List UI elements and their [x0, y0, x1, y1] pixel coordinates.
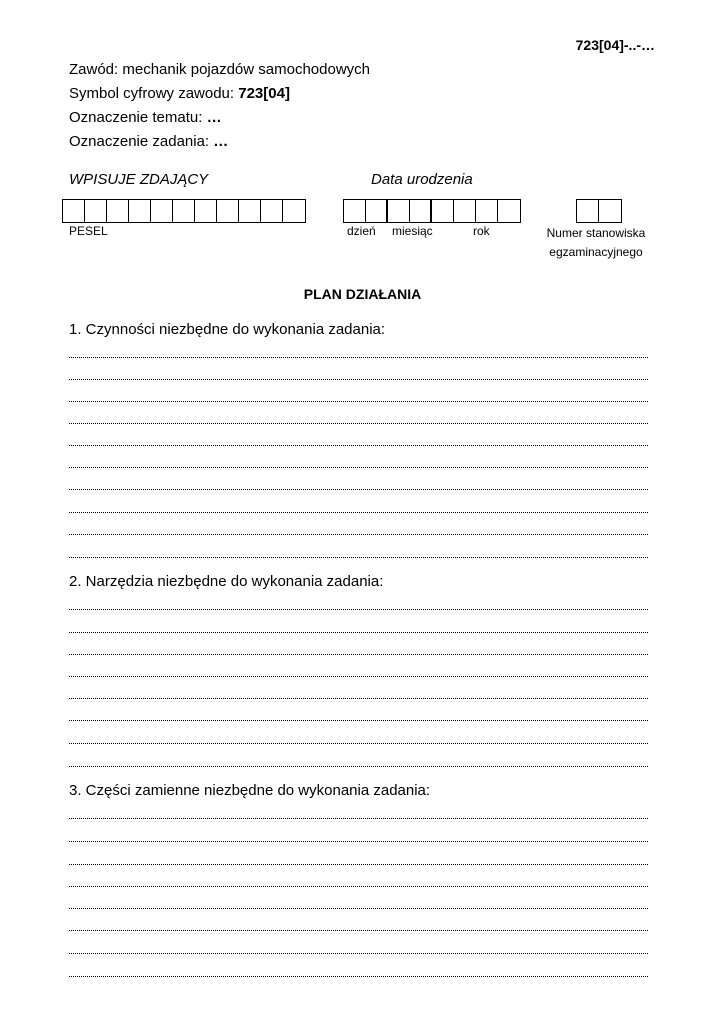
year-digit-box[interactable]	[476, 200, 498, 222]
pesel-digit-box[interactable]	[195, 200, 217, 222]
pesel-digit-box[interactable]	[151, 200, 173, 222]
station-label	[538, 224, 654, 262]
symbol-value: 723[04]	[238, 85, 290, 102]
symbol-line	[69, 84, 290, 104]
answer-line[interactable]	[69, 467, 648, 468]
answer-line[interactable]	[69, 766, 648, 767]
station-digit-box[interactable]	[599, 200, 621, 222]
dob-field[interactable]	[343, 199, 521, 223]
answer-line[interactable]	[69, 841, 648, 842]
answer-line[interactable]	[69, 976, 648, 977]
profession-value: mechanik pojazdów samochodowych	[122, 61, 370, 78]
month-label: miesiąc	[392, 224, 433, 238]
pesel-digit-box[interactable]	[261, 200, 283, 222]
pesel-digit-box[interactable]	[129, 200, 151, 222]
pesel-field[interactable]	[62, 199, 306, 223]
profession-label: Zawód:	[69, 61, 123, 78]
symbol-label: Symbol cyfrowy zawodu:	[69, 85, 239, 102]
section-3-heading: 3. Części zamienne niezbędne do wykonania zadania:	[69, 782, 431, 799]
pesel-digit-box[interactable]	[283, 200, 305, 222]
answer-line[interactable]	[69, 654, 648, 655]
answer-line[interactable]	[69, 357, 648, 358]
year-digit-box[interactable]	[454, 200, 476, 222]
answer-line[interactable]	[69, 632, 648, 633]
year-digit-box[interactable]	[432, 200, 454, 222]
answer-line[interactable]	[69, 953, 648, 954]
topic-label: Oznaczenie tematu:	[69, 109, 207, 126]
document-code: 723[04]-..-…	[575, 37, 655, 53]
answer-line[interactable]	[69, 864, 648, 865]
answer-line[interactable]	[69, 512, 648, 513]
section-1-heading: 1. Czynności niezbędne do wykonania zadania:	[69, 321, 386, 338]
answer-line[interactable]	[69, 720, 648, 721]
answer-line[interactable]	[69, 557, 648, 558]
answer-line[interactable]	[69, 930, 648, 931]
answer-line[interactable]	[69, 379, 648, 380]
fill-in-heading: WPISUJE ZDAJĄCY	[69, 171, 209, 188]
pesel-digit-box[interactable]	[85, 200, 107, 222]
year-label: rok	[473, 224, 490, 238]
answer-line[interactable]	[69, 489, 648, 490]
plan-title: PLAN DZIAŁANIA	[303, 286, 422, 302]
answer-line[interactable]	[69, 676, 648, 677]
pesel-digit-box[interactable]	[63, 200, 85, 222]
station-digit-box[interactable]	[577, 200, 599, 222]
month-digit-box[interactable]	[388, 200, 410, 222]
pesel-digit-box[interactable]	[217, 200, 239, 222]
answer-line[interactable]	[69, 818, 648, 819]
answer-line[interactable]	[69, 698, 648, 699]
day-digit-box[interactable]	[366, 200, 388, 222]
answer-line[interactable]	[69, 445, 648, 446]
profession-line	[69, 60, 370, 80]
answer-line[interactable]	[69, 609, 648, 610]
task-line	[69, 132, 228, 152]
day-digit-box[interactable]	[344, 200, 366, 222]
pesel-digit-box[interactable]	[173, 200, 195, 222]
answer-line[interactable]	[69, 743, 648, 744]
dob-heading: Data urodzenia	[371, 171, 473, 188]
station-label-line-1: Numer stanowiska	[546, 226, 646, 240]
answer-line[interactable]	[69, 534, 648, 535]
pesel-label: PESEL	[69, 224, 108, 238]
day-label: dzień	[347, 224, 376, 238]
month-digit-box[interactable]	[410, 200, 432, 222]
topic-line	[69, 108, 222, 128]
answer-line[interactable]	[69, 423, 648, 424]
station-number-field[interactable]	[576, 199, 622, 223]
task-value: …	[213, 133, 229, 150]
section-2-heading: 2. Narzędzia niezbędne do wykonania zadania:	[69, 573, 384, 590]
year-digit-box[interactable]	[498, 200, 520, 222]
answer-line[interactable]	[69, 401, 648, 402]
pesel-digit-box[interactable]	[107, 200, 129, 222]
task-label: Oznaczenie zadania:	[69, 133, 214, 150]
station-label-line-2: egzaminacyjnego	[549, 245, 643, 259]
answer-line[interactable]	[69, 908, 648, 909]
answer-line[interactable]	[69, 886, 648, 887]
pesel-digit-box[interactable]	[239, 200, 261, 222]
topic-value: …	[206, 109, 222, 126]
